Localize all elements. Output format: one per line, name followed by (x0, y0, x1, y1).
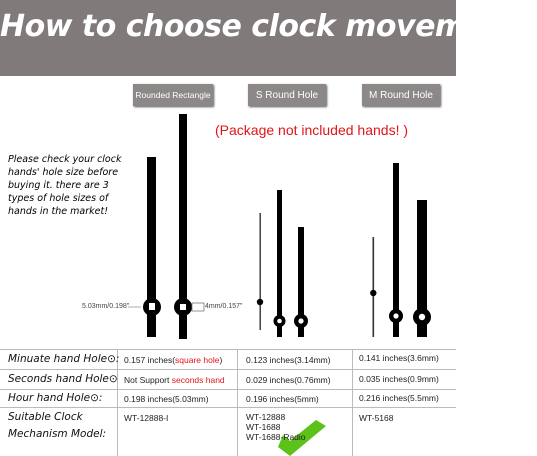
table-cell: 0.123 inches(3.14mm) (246, 355, 331, 365)
table-cell: 0.216 inches(5.5mm) (359, 393, 439, 403)
table-column-divider (117, 349, 118, 456)
table-divider (0, 349, 456, 350)
package-note: (Package not included hands! ) (215, 122, 409, 138)
seconds-hand (260, 213, 261, 330)
m-round-hole-hands (370, 163, 431, 337)
model-item: WT-1688-Radio (246, 432, 306, 442)
intro-text: Please check your clock hands' hole size before buying it. there are 3 types of hole sizes of hands in the market! (8, 154, 122, 217)
hand-hole (149, 303, 155, 310)
s-round-hole-hands (257, 190, 308, 337)
page-title: How to choose clock movement? (0, 9, 537, 44)
model-cell: WT-12888-I (124, 413, 169, 423)
dimension-label-right: 4mm/0.157" (205, 303, 243, 310)
table-cell: Not Support seconds hand (124, 375, 225, 385)
seconds-hand (373, 237, 375, 337)
table-divider (0, 389, 456, 390)
row-label-minute-hand: Minuate hand Hole⊙: (8, 353, 120, 365)
row-label-mechanism-model-2: Mechanism Model: (8, 428, 107, 440)
m-round-hole-label: M Round Hole (362, 84, 440, 106)
row-label-mechanism-model: Suitable Clock (8, 411, 83, 423)
model-cell: WT-5168 (359, 413, 394, 423)
table-column-divider (352, 349, 353, 456)
table-cell: 0.196 inches(5mm) (246, 394, 319, 404)
table-column-divider (237, 349, 238, 456)
model-cell-list (246, 412, 306, 442)
table-cell: 0.198 inches(5.03mm) (124, 394, 209, 404)
row-label-hour-hand: Hour hand Hole⊙: (8, 392, 103, 404)
rounded-rectangle-label: Rounded Rectangle (133, 84, 213, 106)
model-item: WT-12888 (246, 412, 286, 422)
minute-hand (277, 190, 282, 337)
table-divider (0, 369, 456, 370)
table-cell: 0.035 inches(0.9mm) (359, 374, 439, 384)
row-label-seconds-hand: Seconds hand Hole⊙ (8, 373, 118, 385)
dimension-label-left: 5.03mm/0.198" (82, 303, 130, 310)
table-cell: 0.029 inches(0.76mm) (246, 375, 331, 385)
hand-hole (180, 304, 186, 310)
rounded-rectangle-hands (128, 114, 204, 339)
table-divider (0, 407, 456, 408)
table-cell: 0.157 inches(square hole) (124, 355, 223, 365)
table-cell: 0.141 inches(3.6mm) (359, 353, 439, 363)
model-item: WT-1688 (246, 422, 281, 432)
s-round-hole-label: S Round Hole (248, 84, 326, 106)
